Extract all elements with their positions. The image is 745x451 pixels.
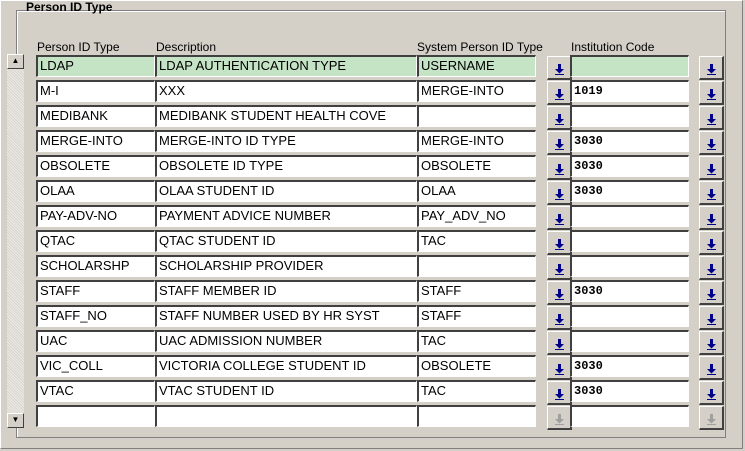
institution-code-field[interactable]: 3030 [570,130,689,152]
system-person-id-type-field[interactable]: STAFF [417,305,536,327]
scroll-up-button[interactable]: ▲ [7,54,24,69]
table-row [0,155,745,180]
system-type-lov-button[interactable] [547,256,572,280]
down-arrow-icon [555,289,564,300]
table-row [0,405,745,430]
table-row [0,230,745,255]
table-row [0,255,745,280]
description-field[interactable]: VICTORIA COLLEGE STUDENT ID [155,355,417,377]
down-arrow-icon [555,89,564,100]
down-arrow-icon [555,164,564,175]
system-type-lov-button[interactable] [547,156,572,180]
system-person-id-type-field[interactable] [417,255,536,277]
institution-code-lov-button[interactable] [699,131,724,155]
down-arrow-icon [555,389,564,400]
table-row [0,355,745,380]
institution-code-lov-button[interactable] [699,106,724,130]
system-type-lov-button[interactable] [547,231,572,255]
person-id-type-field[interactable] [36,405,155,427]
system-person-id-type-field[interactable]: TAC [417,380,536,402]
system-person-id-type-field[interactable]: USERNAME [417,55,536,77]
description-field[interactable]: STAFF MEMBER ID [155,280,417,302]
panel-title: Person ID Type [26,0,113,14]
person-id-type-field[interactable]: LDAP [36,55,155,77]
down-arrow-icon [555,264,564,275]
institution-code-lov-button[interactable] [699,306,724,330]
person-id-type-field[interactable]: VIC_COLL [36,355,155,377]
institution-code-field[interactable] [570,330,689,352]
down-arrow-icon [707,339,716,350]
table-row [0,105,745,130]
down-arrow-icon [555,64,564,75]
down-arrow-icon [707,389,716,400]
system-person-id-type-field[interactable]: MERGE-INTO [417,80,536,102]
description-field[interactable]: STAFF NUMBER USED BY HR SYST [155,305,417,327]
system-type-lov-button[interactable] [547,406,572,430]
description-field[interactable]: PAYMENT ADVICE NUMBER [155,205,417,227]
table-row [0,55,745,80]
down-arrow-icon [555,314,564,325]
description-field[interactable]: XXX [155,80,417,102]
institution-code-field[interactable] [570,55,689,77]
down-arrow-icon [707,114,716,125]
description-field[interactable]: SCHOLARSHIP PROVIDER [155,255,417,277]
header-person-id-type: Person ID Type [37,40,120,54]
description-field[interactable]: MERGE-INTO ID TYPE [155,130,417,152]
institution-code-lov-button[interactable] [699,81,724,105]
person-id-type-field[interactable]: SCHOLARSHP [36,255,155,277]
institution-code-field[interactable] [570,230,689,252]
system-type-lov-button[interactable] [547,306,572,330]
institution-code-field[interactable] [570,405,689,427]
down-arrow-icon [707,364,716,375]
down-arrow-icon [555,214,564,225]
system-person-id-type-field[interactable]: OBSOLETE [417,355,536,377]
down-arrow-icon [707,64,716,75]
system-type-lov-button[interactable] [547,381,572,405]
system-person-id-type-field[interactable]: STAFF [417,280,536,302]
system-type-lov-button[interactable] [547,106,572,130]
institution-code-lov-button[interactable] [699,231,724,255]
down-arrow-icon [555,139,564,150]
down-arrow-icon [707,189,716,200]
institution-code-field[interactable]: 3030 [570,380,689,402]
system-type-lov-button[interactable] [547,356,572,380]
description-field[interactable]: OBSOLETE ID TYPE [155,155,417,177]
down-arrow-icon [707,89,716,100]
down-arrow-icon [555,239,564,250]
system-type-lov-button[interactable] [547,56,572,80]
system-person-id-type-field[interactable]: MERGE-INTO [417,130,536,152]
down-arrow-icon [555,414,564,425]
institution-code-field[interactable] [570,305,689,327]
table-row [0,305,745,330]
description-field[interactable]: MEDIBANK STUDENT HEALTH COVE [155,105,417,127]
institution-code-lov-button[interactable] [699,331,724,355]
table-row [0,130,745,155]
header-system-person-id-type: System Person ID Type [417,40,543,54]
person-id-type-field[interactable]: PAY-ADV-NO [36,205,155,227]
institution-code-field[interactable]: 3030 [570,355,689,377]
description-field[interactable] [155,405,417,427]
description-field[interactable]: LDAP AUTHENTICATION TYPE [155,55,417,77]
institution-code-field[interactable]: 3030 [570,180,689,202]
down-arrow-icon [555,364,564,375]
description-field[interactable]: UAC ADMISSION NUMBER [155,330,417,352]
institution-code-field[interactable] [570,205,689,227]
institution-code-lov-button[interactable] [699,56,724,80]
table-row [0,380,745,405]
person-id-type-field[interactable]: UAC [36,330,155,352]
description-field[interactable]: OLAA STUDENT ID [155,180,417,202]
header-institution-code: Institution Code [571,40,655,54]
down-arrow-icon [555,114,564,125]
institution-code-field[interactable]: 3030 [570,155,689,177]
scroll-down-button[interactable]: ▼ [7,413,24,428]
system-person-id-type-field[interactable]: OBSOLETE [417,155,536,177]
institution-code-lov-button[interactable] [699,281,724,305]
table-row [0,80,745,105]
down-arrow-icon [707,414,716,425]
down-arrow-icon [707,214,716,225]
person-id-type-field[interactable]: OBSOLETE [36,155,155,177]
description-field[interactable]: QTAC STUDENT ID [155,230,417,252]
down-arrow-icon [707,164,716,175]
person-id-type-field[interactable]: OLAA [36,180,155,202]
person-id-type-field[interactable]: STAFF_NO [36,305,155,327]
down-arrow-icon [707,139,716,150]
institution-code-lov-button[interactable] [699,406,724,430]
person-id-type-field[interactable]: MEDIBANK [36,105,155,127]
institution-code-field[interactable]: 3030 [570,280,689,302]
table-row [0,180,745,205]
table-row [0,280,745,305]
down-arrow-icon [707,239,716,250]
institution-code-field[interactable] [570,105,689,127]
institution-code-lov-button[interactable] [699,156,724,180]
system-type-lov-button[interactable] [547,206,572,230]
system-type-lov-button[interactable] [547,181,572,205]
person-id-type-field[interactable]: STAFF [36,280,155,302]
system-type-lov-button[interactable] [547,81,572,105]
system-person-id-type-field[interactable]: OLAA [417,180,536,202]
system-type-lov-button[interactable] [547,281,572,305]
table-row [0,205,745,230]
institution-code-lov-button[interactable] [699,256,724,280]
table-row [0,330,745,355]
person-id-type-field[interactable]: QTAC [36,230,155,252]
system-person-id-type-field[interactable]: TAC [417,230,536,252]
system-type-lov-button[interactable] [547,331,572,355]
person-id-type-field[interactable]: M-I [36,80,155,102]
down-arrow-icon [707,314,716,325]
institution-code-lov-button[interactable] [699,356,724,380]
institution-code-lov-button[interactable] [699,206,724,230]
down-arrow-icon [707,264,716,275]
person-id-type-field[interactable]: MERGE-INTO [36,130,155,152]
system-type-lov-button[interactable] [547,131,572,155]
institution-code-field[interactable] [570,255,689,277]
down-arrow-icon [555,339,564,350]
down-arrow-icon [707,289,716,300]
header-description: Description [156,40,217,54]
description-field[interactable]: VTAC STUDENT ID [155,380,417,402]
system-person-id-type-field[interactable]: TAC [417,330,536,352]
system-person-id-type-field[interactable] [417,105,536,127]
down-arrow-icon [555,189,564,200]
system-person-id-type-field[interactable] [417,405,536,427]
institution-code-lov-button[interactable] [699,381,724,405]
institution-code-field[interactable]: 1019 [570,80,689,102]
institution-code-lov-button[interactable] [699,181,724,205]
system-person-id-type-field[interactable]: PAY_ADV_NO [417,205,536,227]
person-id-type-field[interactable]: VTAC [36,380,155,402]
